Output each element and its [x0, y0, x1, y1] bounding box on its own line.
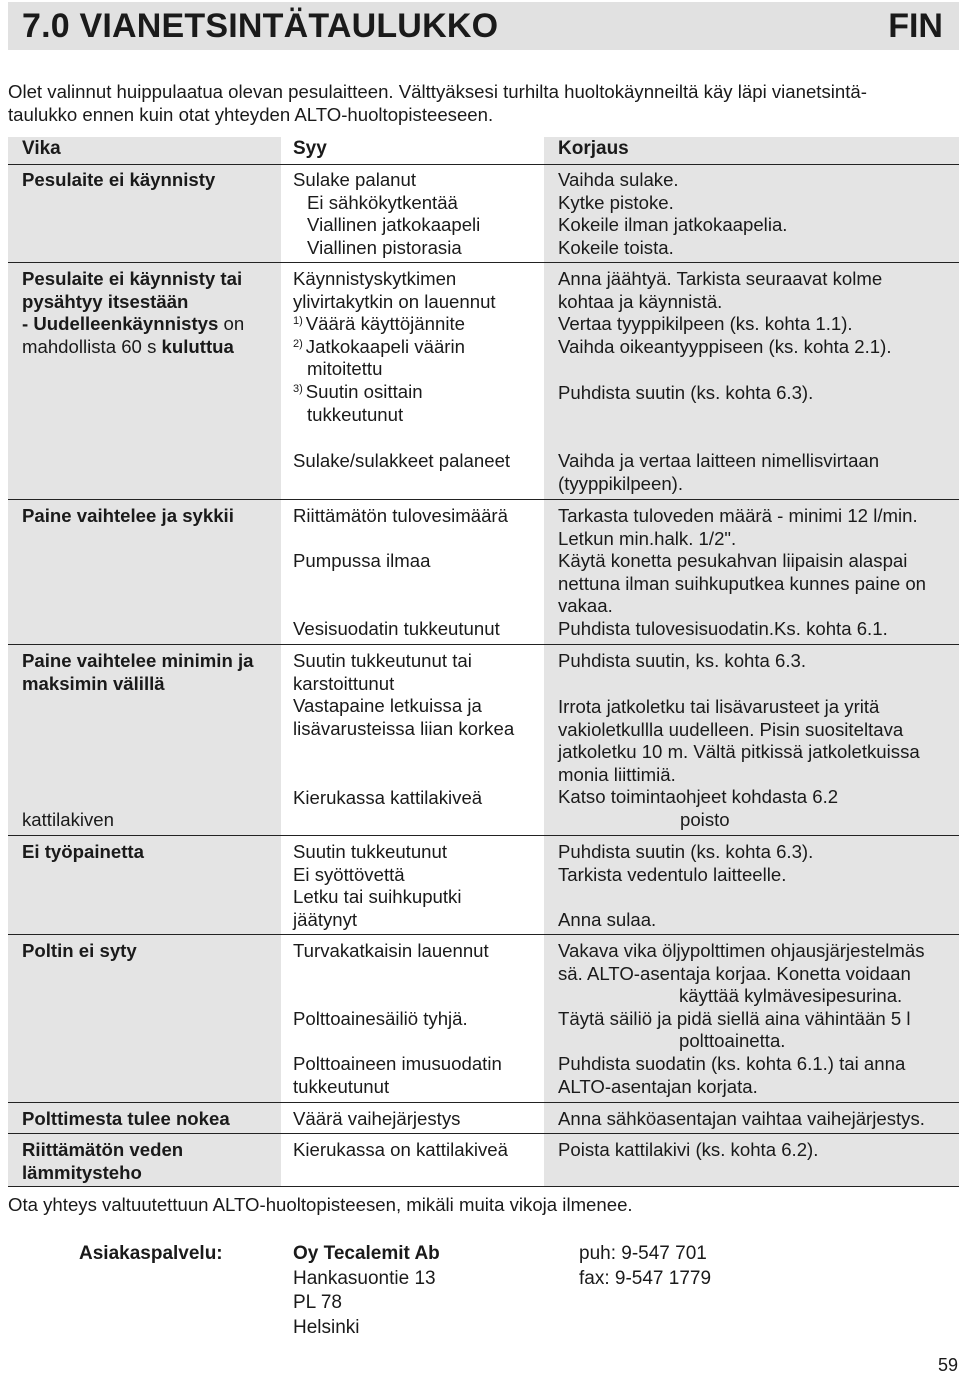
fault-r5: Ei työpainetta	[22, 841, 144, 862]
fault-r8	[22, 1139, 183, 1184]
cause-r1-1: Sulake palanut	[293, 169, 417, 190]
intro-line-1: Olet valinnut huippulaatua olevan pesulaitteen. Välttyäksesi turhilta huoltokäynneiltä käy läpi vianetsintä-	[8, 81, 867, 102]
contact-address	[293, 1242, 440, 1340]
fault-r2-3b: on	[218, 313, 245, 335]
remedy-r1	[558, 169, 787, 259]
remedy-r2	[558, 268, 892, 358]
remedy-r8: Poista kattilakivi (ks. kohta 6.2).	[558, 1139, 819, 1160]
language-code: FIN	[888, 6, 943, 45]
row-divider	[8, 934, 959, 935]
remedy-r6-4: Täytä säiliö ja pidä siellä aina vähintään 5 l	[558, 1007, 911, 1029]
remedy-r3-3: Käytä konetta pesukahvan liipaisin alaspai	[558, 550, 908, 572]
city: Helsinki	[293, 1316, 360, 1338]
fault-r2-4b: kuluttua	[161, 335, 234, 357]
page-title: 7.0 VIANETSINTÄTAULUKKO	[22, 6, 499, 45]
remedy-r1-1: Vaihda sulake.	[558, 169, 679, 190]
remedy-r3-2: Letkun min.halk. 1/2".	[558, 527, 737, 549]
cause-r3-1: Riittämätön tulovesimäärä	[293, 505, 508, 526]
cause-r2	[293, 268, 496, 426]
cause-r5-3: Letku tai suihkuputki	[293, 886, 462, 908]
remedy-r2-6	[558, 450, 879, 495]
remedy-r3-4: nettuna ilman suihkuputkea kunnes paine on	[558, 572, 927, 594]
fault-r2-2: pysähtyy itsestään	[22, 290, 189, 312]
cause-r4-2: karstoittunut	[293, 672, 395, 694]
fault-r4-3: kattilakiven	[22, 809, 114, 830]
cause-r4-3: Vastapaine letkuissa ja	[293, 695, 482, 717]
remedy-r4-4: jatkoletku 10 m. Vältä pitkissä jatkoletkuissa	[558, 741, 920, 763]
fault-r1: Pesulaite ei käynnisty	[22, 169, 216, 190]
contact-numbers	[579, 1242, 711, 1291]
cause-r4-5: Kierukassa kattilakiveä	[293, 787, 483, 808]
fault-r2-4	[22, 336, 244, 359]
remedy-r2-6b: (tyyppikilpeen).	[558, 472, 684, 494]
cause-r2-8: Sulake/sulakkeet palaneet	[293, 450, 511, 471]
cause-r6-3b: tukkeutunut	[293, 1075, 390, 1097]
remedy-r4-6: Katso toimintaohjeet kohdasta 6.2	[558, 786, 839, 808]
remedy-r1-3: Kokeile ilman jatkokaapelia.	[558, 214, 788, 236]
fault-r2-1: Pesulaite ei käynnisty tai	[22, 268, 243, 289]
contact-label: Asiakaspalvelu:	[79, 1243, 223, 1264]
remedy-r6-2: sä. ALTO-asentaja korjaa. Konetta voidaan	[558, 962, 911, 984]
cause-r1-3: Viallinen jatkokaapeli	[307, 214, 481, 236]
cause-r6-3a: Polttoaineen imusuodatin	[293, 1053, 502, 1074]
cause-r8: Kierukassa on kattilakiveä	[293, 1139, 508, 1160]
cause-r6-2: Polttoainesäiliö tyhjä.	[293, 1008, 468, 1029]
remedy-r5-1: Puhdista suutin (ks. kohta 6.3).	[558, 841, 814, 862]
cause-r4-1: Suutin tukkeutunut tai	[293, 650, 472, 671]
row-divider	[8, 1133, 959, 1134]
fault-r8-1: Riittämätön veden	[22, 1139, 184, 1160]
cause-r2-4	[293, 336, 496, 359]
cause-r2-3-text: Väärä käyttöjännite	[305, 313, 465, 335]
fault-r3: Paine vaihtelee ja sykkii	[22, 505, 234, 526]
remedy-r4-3: vakioletkullla uudelleen. Pisin suositeltava	[558, 718, 904, 740]
remedy-r3-5: vakaa.	[558, 595, 613, 617]
cause-r2-6-text: Suutin osittain	[305, 380, 423, 402]
cause-r6-3	[293, 1053, 502, 1098]
remedy-r1-4: Kokeile toista.	[558, 236, 674, 258]
section-header	[8, 2, 959, 50]
remedy-r7: Anna sähköasentajan vaihtaa vaihejärjestys.	[558, 1108, 925, 1129]
phone-number: puh: 9-547 701	[579, 1243, 707, 1264]
cause-r2-4-text: Jatkokaapeli väärin	[305, 335, 465, 357]
outro-text: Ota yhteys valtuutettuun ALTO-huoltopisteesen, mikäli muita vikoja ilmenee.	[8, 1194, 633, 1215]
cause-r6-1: Turvakatkaisin lauennut	[293, 940, 489, 961]
fault-r2-3	[22, 313, 244, 336]
remedy-r2-3: Vertaa tyyppikilpeen (ks. kohta 1.1).	[558, 313, 853, 335]
cause-r1	[293, 169, 480, 259]
remedy-r4	[558, 696, 920, 832]
table-header	[8, 137, 959, 163]
cause-r1-2: Ei sähkökytkentää	[307, 191, 458, 213]
header-vika: Vika	[22, 138, 61, 159]
po-box: PL 78	[293, 1292, 342, 1313]
table-bottom-rule	[8, 1186, 959, 1187]
remedy-r5	[558, 841, 813, 886]
fax-number: fax: 9-547 1779	[579, 1267, 712, 1289]
cause-r4-4: lisävarusteissa liian korkea	[293, 717, 515, 739]
header-syy: Syy	[293, 138, 327, 159]
row-divider	[8, 499, 959, 500]
fault-r2	[22, 268, 244, 358]
cause-r7: Väärä vaihejärjestys	[293, 1108, 461, 1129]
remedy-r6-7: ALTO-asentajan korjata.	[558, 1075, 758, 1097]
cause-r2-2: ylivirtakytkin on lauennut	[293, 290, 496, 312]
remedy-r4-2: Irrota jatkoletku tai lisävarusteet ja yritä	[558, 696, 880, 717]
fault-r8-2: lämmitysteho	[22, 1161, 142, 1183]
remedy-r5-2: Tarkista vedentulo laitteelle.	[558, 863, 787, 885]
remedy-r2-5: Puhdista suutin (ks. kohta 6.3).	[558, 382, 814, 403]
remedy-r2-4: Vaihda oikeantyyppiseen (ks. kohta 2.1).	[558, 335, 892, 357]
remedy-r4-7: poisto	[680, 808, 730, 830]
footnote-2: 2)	[293, 337, 303, 350]
fault-r4-1: Paine vaihtelee minimin ja	[22, 650, 254, 671]
cause-r5-4: jäätynyt	[293, 908, 358, 930]
cause-r2-3	[293, 313, 496, 336]
remedy-r6-1: Vakava vika öljypolttimen ohjausjärjestelmäs	[558, 940, 925, 961]
remedy-r2-1: Anna jäähtyä. Tarkista seuraavat kolme	[558, 268, 883, 289]
remedy-r6-6: Puhdista suodatin (ks. kohta 6.1.) tai anna	[558, 1052, 906, 1074]
row-divider	[8, 262, 959, 263]
cause-r4	[293, 650, 514, 740]
fault-r6: Poltin ei syty	[22, 940, 137, 961]
cause-r3-2: Pumpussa ilmaa	[293, 550, 431, 571]
company-name: Oy Tecalemit Ab	[293, 1243, 440, 1264]
remedy-r3-1: Tarkasta tuloveden määrä - minimi 12 l/min.	[558, 505, 918, 526]
remedy-r4-5: monia liittimiä.	[558, 763, 676, 785]
cause-r1-4: Viallinen pistorasia	[307, 236, 462, 258]
cause-r2-1: Käynnistyskytkimen	[293, 268, 457, 289]
cause-r5-2: Ei syöttövettä	[293, 863, 405, 885]
remedy-r2-6a: Vaihda ja vertaa laitteen nimellisvirtaan	[558, 450, 880, 471]
footnote-1: 1)	[293, 315, 303, 328]
cause-r2-5: mitoitettu	[307, 358, 383, 380]
remedy-r3-6: Puhdista tulovesisuodatin.Ks. kohta 6.1.	[558, 617, 888, 639]
remedy-r6-3: käyttää kylmävesipesurina.	[679, 985, 903, 1007]
row-divider	[8, 644, 959, 645]
header-divider	[8, 164, 959, 165]
fault-r2-4a: mahdollista 60 s	[22, 335, 162, 357]
intro-text	[8, 81, 948, 126]
fault-r4	[22, 650, 253, 695]
cause-r5	[293, 841, 461, 931]
fault-r2-3a: - Uudelleenkäynnistys	[22, 313, 219, 335]
cause-r3-3: Vesisuodatin tukkeutunut	[293, 618, 500, 639]
remedy-r4-1: Puhdista suutin, ks. kohta 6.3.	[558, 650, 807, 671]
troubleshooting-table	[8, 137, 959, 1187]
remedy-r1-2: Kytke pistoke.	[558, 191, 674, 213]
remedy-r6	[558, 940, 925, 1098]
header-korjaus: Korjaus	[558, 138, 629, 159]
intro-line-2: taulukko ennen kuin otat yhteyden ALTO-huoltopisteeseen.	[8, 103, 494, 125]
cause-r5-1: Suutin tukkeutunut	[293, 841, 448, 862]
remedy-r2-2: kohtaa ja käynnistä.	[558, 290, 723, 312]
page-number: 59	[937, 1355, 958, 1375]
row-divider	[8, 835, 959, 836]
cause-r2-6	[293, 381, 496, 404]
remedy-r3	[558, 505, 926, 641]
remedy-r5-3: Anna sulaa.	[558, 909, 657, 930]
fault-r7: Polttimesta tulee nokea	[22, 1108, 230, 1129]
row-divider	[8, 1102, 959, 1103]
fault-r4-2: maksimin välillä	[22, 672, 165, 694]
footnote-3: 3)	[293, 382, 303, 395]
street-address: Hankasuontie 13	[293, 1267, 436, 1289]
remedy-r6-5: polttoainetta.	[679, 1030, 786, 1052]
cause-r2-7: tukkeutunut	[307, 403, 404, 425]
